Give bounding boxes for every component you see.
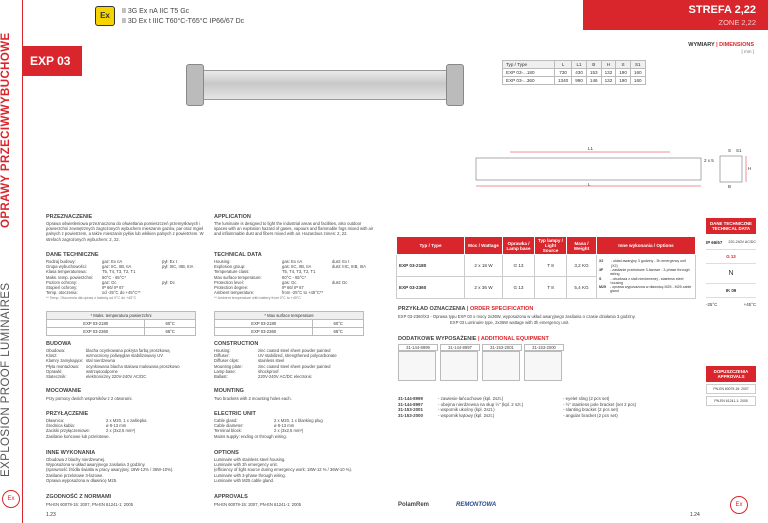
spec-col-options: Inne wykonania / Options xyxy=(597,237,696,255)
przyl-val: ø 8-13 mm xyxy=(106,423,127,429)
accessory-code: 31-144-8999 xyxy=(398,344,438,351)
options-list xyxy=(214,457,399,483)
polamrem-logo: PolamRem xyxy=(398,502,430,508)
list-item xyxy=(214,374,384,379)
dane-key: Stopień ochrony: xyxy=(46,285,78,291)
budowa-val: wstrząsoodporne xyxy=(86,368,118,374)
mocowanie-text: Przy pomocy dwóch wsporników z 2 otworami. xyxy=(46,396,133,401)
right-approvals-title: DOPUSZCZENIA APPROVALS xyxy=(706,366,756,382)
dane-key: Temp. otoczenia: xyxy=(46,290,78,296)
dim-label-s: S xyxy=(728,148,732,153)
dim-col-l1: L1 xyxy=(572,61,587,69)
temp-cell: EXP 03-2180 xyxy=(215,320,313,328)
accessory-code: 31-144-8997 xyxy=(440,344,480,351)
dim-label-holes: 2 x 5 xyxy=(704,158,714,163)
dimension-drawing xyxy=(470,146,760,190)
budowa-val: ocynkowana blacha stalowa malowana proszkowo xyxy=(86,363,180,369)
options-title: OPTIONS xyxy=(214,450,239,456)
acc-pl: - obejma nierdzewna na słup ½" (kpl. 2 szt.) xyxy=(438,401,524,407)
spec-cell-wattage: 2 x 36 W xyxy=(465,277,503,299)
dimensions-header-row xyxy=(503,61,646,69)
order-title-en: ORDER SPECIFICATION xyxy=(469,306,534,312)
construction-title: CONSTRUCTION xyxy=(214,341,259,347)
list-item xyxy=(599,268,693,277)
tech-key: Explosion group: xyxy=(214,264,246,270)
table-row xyxy=(215,328,364,336)
constr-val: zinc coated steel sheet powder painted xyxy=(258,348,331,353)
constr-key: Diffuser: xyxy=(214,353,230,359)
ex-mark-icon: Ex xyxy=(2,490,20,508)
constr-val: shockproof xyxy=(258,368,279,374)
sidebar xyxy=(0,0,22,523)
order-title: PRZYKŁAD OZNACZENIA | ORDER SPECIFICATION xyxy=(398,306,534,312)
spec-cell-type: EXP 03-2360 xyxy=(397,277,465,299)
accessories-list xyxy=(398,396,698,418)
accessories-title-pl: DODATKOWE WYPOSAŻENIE xyxy=(398,336,477,342)
order-line-pl: EXP 03-2360/X3 - Oprawa typu EXP 03 o mocy 2x36W, wyposażona w układ awaryjnego zasilania o czasie działania 3 godziny. xyxy=(398,314,636,319)
dim-cell: 730 xyxy=(555,69,572,77)
zgodnosc-text: PN-EN 60079-15: 2007, PN-EN 61241-1: 2005 xyxy=(46,502,134,507)
list-item xyxy=(706,236,756,250)
acc-code: 31-153-2000 xyxy=(398,412,423,418)
list-item: Luminaire with 3-phase through wiring. xyxy=(214,472,286,478)
list-item xyxy=(599,285,693,294)
przylaczenie-title: PRZYŁĄCZENIE xyxy=(46,411,89,417)
temp-cell: 65°C xyxy=(313,328,364,336)
dim-cell: 146 xyxy=(586,77,601,85)
constr-val: 220V-240V AC/DC electronic xyxy=(258,374,312,380)
temp-cell: 60°C xyxy=(145,320,196,328)
dim-cell: EXP 03-...180 xyxy=(503,69,555,77)
mounting-title: MOUNTING xyxy=(214,388,244,394)
list-item xyxy=(599,277,693,286)
dim-cell: 990 xyxy=(572,77,587,85)
spec-cell-weight: 3,2 KG xyxy=(567,255,597,277)
spec-col-source: Typ lampy / Light Source xyxy=(535,237,567,255)
luminaire-cap-left xyxy=(186,64,204,106)
acc-en: - angular bracket (2 pcs set) xyxy=(563,412,618,418)
dane-key: Klasa temperaturowa: xyxy=(46,269,87,275)
dane-list xyxy=(46,259,216,302)
tech-val: from -25°C to +45°C** xyxy=(282,290,324,296)
option-code: S xyxy=(599,276,602,281)
dimensions-title-en: DIMENSIONS xyxy=(719,42,754,48)
option-text: - układ awaryjny 3 godziny - 3h emergency unit (X2) xyxy=(610,259,686,268)
dim-cell: 160 xyxy=(630,77,645,85)
dim-label-l1: L1 xyxy=(588,146,594,151)
tech-key: Temperature class: xyxy=(214,269,250,275)
remontowa-logo: REMONTOWA xyxy=(456,502,497,508)
accessories-thumbnails xyxy=(398,344,564,381)
page-number-right: 1.24 xyxy=(690,512,700,518)
list-item xyxy=(398,413,698,419)
accessory-card xyxy=(524,344,564,381)
list-item xyxy=(599,259,693,268)
acc-pl: - wspornik kątowy (kpl. 2szt.) xyxy=(438,412,495,418)
dim-col-s1: S1 xyxy=(630,61,645,69)
accessory-card xyxy=(398,344,438,381)
spec-col-type: Typ / Type xyxy=(397,237,465,255)
acc-code: 31-144-8997 xyxy=(398,401,423,407)
dimensions-table xyxy=(502,60,646,85)
przeznaczenie-title: PRZEZNACZENIE xyxy=(46,214,93,220)
budowa-key: Oprawki: xyxy=(46,368,63,374)
dane-key: Maks. temp. powierzchni: xyxy=(46,274,94,280)
dane-val2: pył: IIIC, IIIB, IIIA xyxy=(162,264,194,270)
przyl-key: Średnica kabla: xyxy=(46,423,75,429)
zone-en: ZONE 2,22 xyxy=(718,18,756,27)
elec-key: Mains supply: ending or through wiring. xyxy=(214,433,287,439)
order-title-pl: PRZYKŁAD OZNACZENIA xyxy=(398,306,466,312)
list-item: Obudowa z blachy nierdzewnej. xyxy=(46,457,106,462)
dimension-drawing-svg xyxy=(470,146,760,190)
elec-key: Cable diameter: xyxy=(214,423,244,429)
spec-cell-base: G 13 xyxy=(503,277,535,299)
application-text: The luminaire is designed to light the industrial areas and facilities, also outdoor spaces with an explosion hazard of gases, vapours and flammable fogs mixed with air and inflammable dust and fibers mixed with air. Hazardous zones: 2, 22. xyxy=(214,221,374,237)
przeznaczenie-text: Oprawa oświetleniowa przeznaczona do oświetlania pomieszczeń przemysłowych i powierzchni zewnętrznych zagrożonych wybuchem mieszanin gazów, par oraz mgieł palnych z powietrzem, a także mieszanin pyłów lub włókien palnych z powietrzem. W strefach zagrożonych wybuchem: 2, 22. xyxy=(46,221,204,242)
right-tech-title: DANE TECHNICZNE TECHNICAL DATA xyxy=(706,218,756,234)
tech-val: gas: IIC, IIB, IIA xyxy=(282,264,312,270)
tech-val: gas: Ex nA xyxy=(282,259,303,264)
list-item xyxy=(46,434,216,439)
table-row xyxy=(215,320,364,328)
dim-cell: 190 xyxy=(616,77,631,85)
tech-val2: dust: Dc xyxy=(332,279,348,285)
dim-col-h: H xyxy=(601,61,616,69)
temp-cell: EXP 03-2360 xyxy=(47,328,145,336)
dim-cell: 430 xyxy=(572,69,587,77)
temp-max: +45°C xyxy=(743,302,756,307)
option-text: - oprawa wyposażona w dławnicę M25 - M25 cable gland xyxy=(609,285,692,294)
tech-temp-header: * Max surface temperature xyxy=(215,312,364,320)
tech-val2: dust: IIIC, IIIB, IIIA xyxy=(332,264,366,270)
list-item: Zasilanie przelotowe 3-fazowe. xyxy=(46,472,104,478)
tech-title: TECHNICAL DATA xyxy=(214,252,262,258)
product-tab: EXP 03 xyxy=(22,46,82,76)
option-code: M25 xyxy=(599,285,606,290)
pole-bracket-image xyxy=(440,351,478,381)
acc-en: - eyelet sling (2 pcs set) xyxy=(563,396,610,401)
list-item: Luminaire with M25 cable gland. xyxy=(214,477,275,483)
spec-col-wattage: Moc / Wattage xyxy=(465,237,503,255)
eyelet-sling-image xyxy=(398,351,436,381)
spec-col-weight: Masa / Weight xyxy=(567,237,597,255)
elec-val: 2 x M20, 1 x blanking plug xyxy=(274,418,323,423)
luminaire-cap-right xyxy=(446,64,464,106)
constr-key: Lamp base: xyxy=(214,368,236,374)
spec-options-cell xyxy=(597,255,696,299)
elec-key: Terminal block: xyxy=(214,428,242,434)
tech-key: Protection degree: xyxy=(214,285,249,291)
constr-key: Mounting plate: xyxy=(214,363,243,369)
budowa-val: stal nierdzewna xyxy=(86,358,116,364)
acc-code: 31-144-8999 xyxy=(398,396,423,401)
list-item xyxy=(46,290,216,295)
temp-cell: 60°C xyxy=(313,320,364,328)
sidebar-divider xyxy=(22,0,23,523)
spec-cell-weight: 5,4 KG xyxy=(567,277,597,299)
right-approvals xyxy=(706,384,756,406)
dim-col-l: L xyxy=(555,61,572,69)
constr-val: zinc coated steel sheet powder painted xyxy=(258,363,331,369)
page-number-left: 1.23 xyxy=(46,512,56,518)
tech-val: gas: Gc xyxy=(282,279,297,285)
construction-list xyxy=(214,348,384,379)
accessories-title-en: ADDITIONAL EQUIPMENT xyxy=(480,336,549,342)
tech-key: Protection level: xyxy=(214,279,244,285)
dim-cell: 190 xyxy=(616,69,631,77)
sidebar-category-pl: OPRAWY PRZECIWWYBUCHOWE xyxy=(0,32,12,229)
zgodnosc-title: ZGODNOŚĆ Z NORMAMI xyxy=(46,494,112,500)
temp-cell: EXP 03-2180 xyxy=(47,320,145,328)
przylaczenie-list xyxy=(46,418,216,439)
list-item: Oprawa wyposażona w dławnicę M25. xyxy=(46,477,118,483)
dim-label-b: B xyxy=(728,184,732,189)
elec-val: 2 x (3x2,5 mm²) xyxy=(274,428,304,434)
accessory-card xyxy=(482,344,522,381)
dane-val: IP 66/ IP 67 xyxy=(102,285,124,291)
przyl-key: Dławnica: xyxy=(46,418,65,423)
luminaire-body-shape xyxy=(190,70,460,100)
application-title: APPLICATION xyxy=(214,214,251,220)
dim-cell: EXP 03-...360 xyxy=(503,77,555,85)
tech-val: 60°C - 65°C* xyxy=(282,274,307,280)
dane-val: od -25°C do +45°C** xyxy=(102,290,141,296)
list-item xyxy=(214,290,384,295)
accessory-card xyxy=(440,344,480,381)
lamp-base-icon: G 13 xyxy=(726,254,736,259)
dim-cell: 153 xyxy=(586,69,601,77)
przyl-key: Zasilanie końcowe lub przelotowe. xyxy=(46,433,110,439)
ik-rating: IK 09 xyxy=(725,288,737,293)
constr-val: stainless steel xyxy=(258,358,285,364)
przyl-key: Zaciski przyłączeniowe: xyxy=(46,428,90,434)
list-item: (efficiency of light source during emergency work: 18W-12 % / 36W-10 %). xyxy=(214,467,353,473)
acc-en: - slanting bracket (2 pcs set) xyxy=(563,407,619,413)
list-item xyxy=(706,250,756,264)
dim-label-h: H xyxy=(748,166,752,171)
acc-pl: - wspornik ukośny (kpl. 2szt.) xyxy=(438,407,495,413)
list-item xyxy=(706,298,756,311)
budowa-key: Płyta montażowa: xyxy=(46,363,80,369)
spec-cell-wattage: 2 x 18 W xyxy=(465,255,503,277)
option-code: X2 xyxy=(599,259,604,264)
table-row xyxy=(397,255,696,277)
dim-cell: 132 xyxy=(601,69,616,77)
angular-bracket-image xyxy=(524,351,562,381)
constr-key: Diffuser clips: xyxy=(214,358,240,364)
standard-2: PN-EN 61241-1: 2005 xyxy=(706,396,756,406)
dane-val: T5, T4, T3, T2, T1 xyxy=(102,269,136,275)
tech-val: IP 66/ IP 67 xyxy=(282,285,304,291)
przyl-val: 2 x M20, 1 x zaślepka xyxy=(106,418,147,423)
spec-table xyxy=(396,236,696,299)
dane-val: gaz: IIC, IIB, IIA xyxy=(102,264,132,270)
n-symbol-icon: N xyxy=(706,264,756,284)
temp-cell: EXP 03-2360 xyxy=(215,328,313,336)
dimensions-unit: [ mm ] xyxy=(741,49,754,54)
list-item xyxy=(214,434,384,439)
dane-val: 60°C - 65°C* xyxy=(102,274,127,280)
ex-mark-right-icon: Ex xyxy=(730,496,748,514)
elec-key: Cable gland: xyxy=(214,418,238,423)
ip-rating: IP 66/67 xyxy=(706,240,723,245)
zone-pl: STREFA 2,22 xyxy=(688,4,756,16)
dim-label-s1: S1 xyxy=(736,148,742,153)
tech-list xyxy=(214,259,384,302)
tech-note: ** Ambient temperature with battery from 0°C to +45°C xyxy=(214,296,301,301)
option-code: 3F xyxy=(599,267,604,272)
temp-min: -25°C xyxy=(706,302,718,307)
zone-banner xyxy=(583,0,768,30)
tech-val2: dust: Ex t xyxy=(332,259,350,264)
przyl-val: 2 x (3x2,5 mm²) xyxy=(106,428,136,434)
voltage: 220-240V AC/DC xyxy=(728,240,756,244)
tech-key: Ambient temperature: xyxy=(214,290,255,296)
option-text: - zasilanie przelotowe 3-fazowe - 3-phase through wiring xyxy=(610,267,690,277)
inne-title: INNE WYKONANIA xyxy=(46,450,96,456)
list-item xyxy=(46,374,216,379)
constr-key: Ballast: xyxy=(214,374,228,380)
mocowanie-title: MOCOWANIE xyxy=(46,388,82,394)
budowa-list xyxy=(46,348,216,379)
list-item: (sprawność źródła światła w pracy awaryjnej: 18W-12% / 36W-10%). xyxy=(46,467,174,473)
spec-cell-source: T 8 xyxy=(535,277,567,299)
spec-cell-base: G 13 xyxy=(503,255,535,277)
atex-ex-icon: Ex xyxy=(95,6,115,26)
atex-marking-gas: II 3G Ex nA IIC T5 Gc xyxy=(122,8,190,15)
right-tech-icons xyxy=(706,236,756,311)
spec-header-row xyxy=(397,237,696,255)
atex-marking-dust: II 3D Ex t IIIC T60°C-T65°C IP66/67 Dc xyxy=(122,18,245,25)
list-item: Wyposażona w układ awaryjnego zasilania 3 godziny. xyxy=(46,462,146,468)
spec-cell-type: EXP 03-2180 xyxy=(397,255,465,277)
dane-temp-header: * Maks. temperatura powierzchni xyxy=(47,312,196,320)
dane-val2: pył: Ex t xyxy=(162,259,177,264)
elec-val: ø 8-13 mm xyxy=(274,423,295,429)
sidebar-category-en: EXPLOSION PROOF LUMINAIRES xyxy=(0,282,12,478)
budowa-key: Statecznik: xyxy=(46,374,67,380)
tech-key: Max surface temperature: xyxy=(214,274,262,280)
dane-key: Poziom ochrony: xyxy=(46,279,78,285)
dim-col-b: B xyxy=(586,61,601,69)
tech-val: T5, T4, T3, T2, T1 xyxy=(282,269,316,275)
mounting-text: Two brackets with 2 mounting holes each. xyxy=(214,396,292,401)
budowa-key: Obudowa: xyxy=(46,348,66,353)
table-row xyxy=(503,69,646,77)
standard-1: PN-EN 60079-15: 2007 xyxy=(706,384,756,394)
order-line-en: EXP 03 Luminaire type, 2x36W wattage with 3h emergency unit. xyxy=(450,320,570,325)
accessory-code: 31-153-2000 xyxy=(524,344,564,351)
temp-cell: 65°C xyxy=(145,328,196,336)
acc-code: 31-153-2001 xyxy=(398,407,423,413)
slanting-bracket-image xyxy=(482,351,520,381)
approvals-title: APPROVALS xyxy=(214,494,248,500)
acc-en: - ½" stainless pole bracket (set 2 pcs) xyxy=(563,401,637,407)
constr-key: Housing: xyxy=(214,348,231,353)
budowa-val: wzmocniony poliwęglan stabilizowany UV xyxy=(86,353,164,359)
dimensions-title-pl: WYMIARY xyxy=(688,42,715,48)
list-item: Luminaire with stainless steel housing. xyxy=(214,457,286,462)
dane-val2: pył: Dc xyxy=(162,279,175,285)
tech-key: Housing: xyxy=(214,259,231,264)
table-row xyxy=(47,328,196,336)
electric-list xyxy=(214,418,384,439)
dim-col-type: Typ / Type xyxy=(503,61,555,69)
dane-val: gaz: Ex nA xyxy=(102,259,123,264)
approvals-text: PN-EN 60079-15: 2007, PN-EN 61241-1: 2005 xyxy=(214,502,302,507)
budowa-key: Klamry zamykające: xyxy=(46,358,84,364)
budowa-val: blacha ocynkowana pokryta farbą proszkową xyxy=(86,348,170,353)
accessory-code: 31-153-2001 xyxy=(482,344,522,351)
budowa-val: elektroniczny 220V-240V AC/DC xyxy=(86,374,147,380)
dane-title: DANE TECHNICZNE xyxy=(46,252,99,258)
option-text: - obudowa z stali nierdzewnej - stainless steel housing xyxy=(610,276,684,285)
list-item xyxy=(706,284,756,298)
dim-cell: 132 xyxy=(601,77,616,85)
spec-col-base: Oprawka / Lamp base xyxy=(503,237,535,255)
accessories-title: DODATKOWE WYPOSAŻENIE | ADDITIONAL EQUIPMENT xyxy=(398,336,549,342)
dane-val: gaz: Gc xyxy=(102,279,117,285)
constr-val: UV stabilized, strengthened polycarbonate xyxy=(258,353,337,359)
dim-cell: 160 xyxy=(630,69,645,77)
tech-temp-table xyxy=(214,311,364,336)
budowa-key: Klosz: xyxy=(46,353,58,359)
electric-title: ELECTRIC UNIT xyxy=(214,411,256,417)
dim-col-s: S xyxy=(616,61,631,69)
list-item: Luminaire with 3h emergency unit. xyxy=(214,462,278,468)
table-row xyxy=(503,77,646,85)
budowa-title: BUDOWA xyxy=(46,341,72,347)
spec-cell-source: T 8 xyxy=(535,255,567,277)
dane-key: Rodzaj budowy: xyxy=(46,259,76,264)
product-photo xyxy=(190,50,460,120)
inne-list xyxy=(46,457,221,483)
dane-key: Grupa wybuchowości: xyxy=(46,264,87,270)
acc-pl: - zawiesie łańcuchowe (kpl. 2szt.) xyxy=(438,396,504,401)
dane-note: ** Temp. Otoczenia dla opraw z baterią od 0°C do +45°C xyxy=(46,296,137,301)
dim-label-l: L xyxy=(588,182,591,187)
dane-temp-table xyxy=(46,311,196,336)
table-row xyxy=(47,320,196,328)
dimensions-title: WYMIARY | DIMENSIONS xyxy=(688,42,754,48)
dim-cell: 1340 xyxy=(555,77,572,85)
